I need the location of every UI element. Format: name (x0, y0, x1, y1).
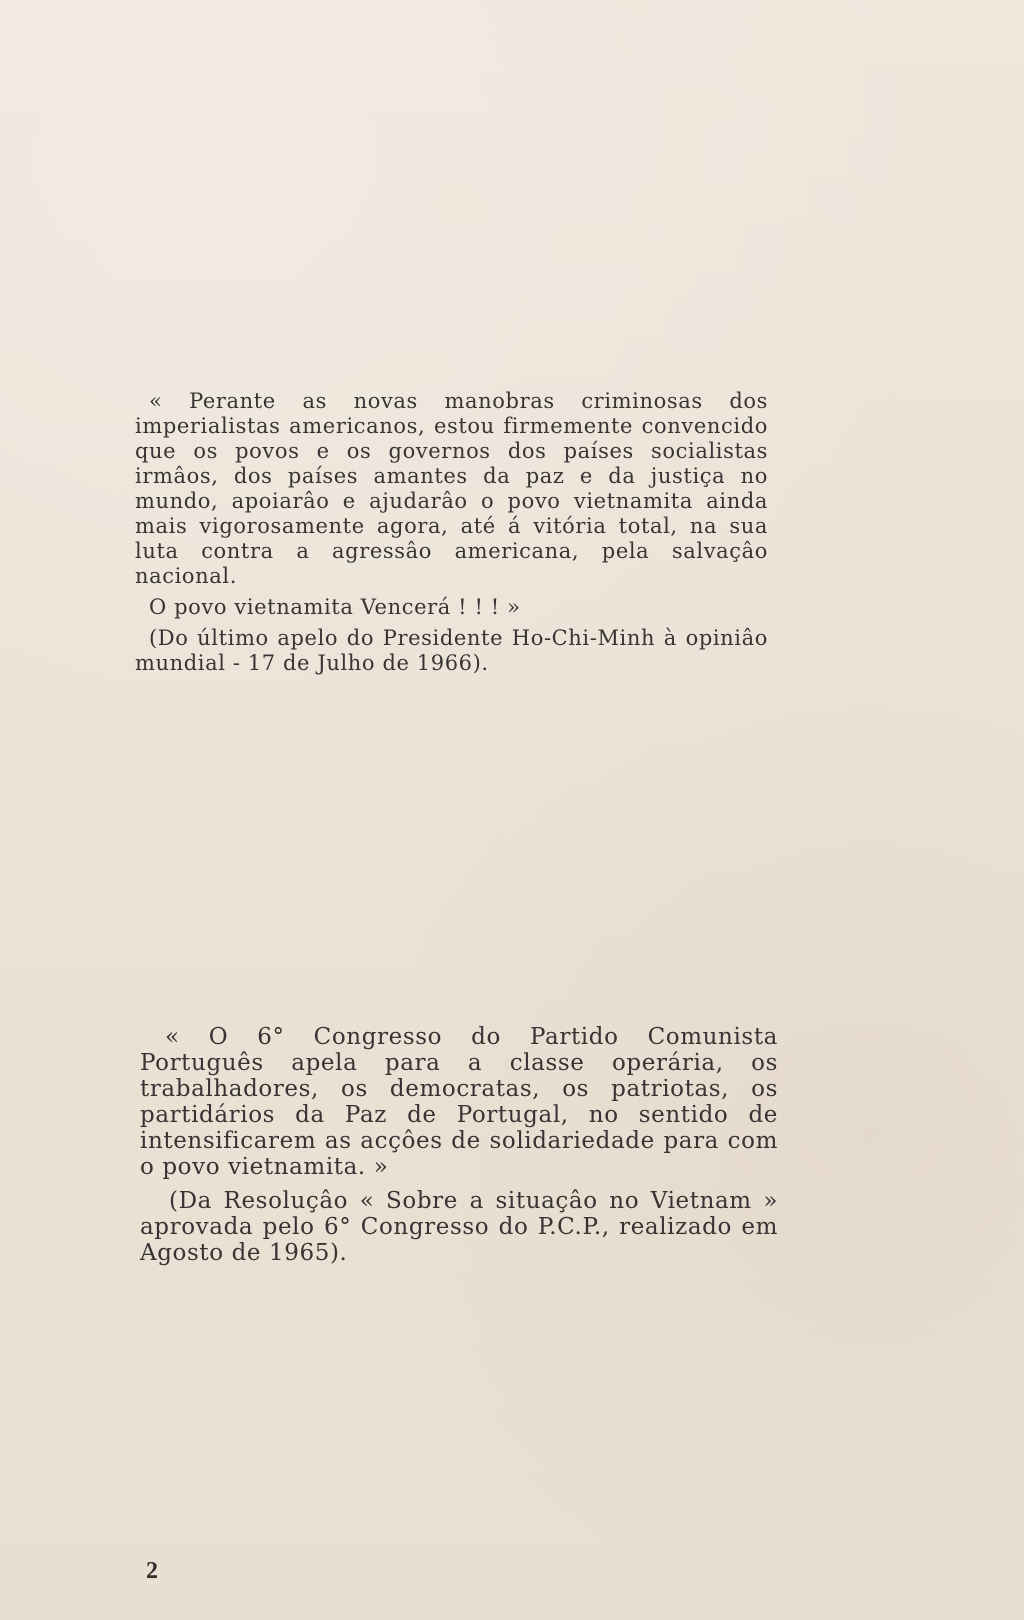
congress-resolution-source: (Da Resoluçâo « Sobre a situaçâo no Vietnam » aprovada pelo 6° Congresso do P.C.P., realizado em Agosto de 1965). (140, 1188, 778, 1266)
ho-chi-minh-source: (Do último apelo do Presidente Ho-Chi-Minh à opiniâo mundial - 17 de Julho de 1966). (135, 626, 768, 675)
ho-chi-minh-quote-text: « Perante as novas manobras criminosas dos imperialistas americanos, estou firmemente convencido que os povos e os governos dos países socialistas irmâos, dos países amantes da paz e da justiça no mundo, apoiarâo e ajudarâo o povo vietnamita ainda mais vigorosamente agora, até á vitória total, na sua luta contra a agressâo americana, pela salvaçâo nacional. (135, 389, 768, 588)
congress-resolution-text: « O 6° Congresso do Partido Comunista Português apela para a classe operária, os trabalhadores, os democratas, os patriotas, os partidários da Paz de Portugal, no sentido de intensificarem as acçôes de solidariedade para com o povo vietnamita. » (140, 1024, 778, 1180)
page-number: 2 (146, 1558, 158, 1584)
ho-chi-minh-exclamation: O povo vietnamita Vencerá ! ! ! » (149, 595, 521, 619)
ho-chi-minh-quote-block (135, 389, 768, 676)
congress-resolution-block (140, 1024, 778, 1266)
